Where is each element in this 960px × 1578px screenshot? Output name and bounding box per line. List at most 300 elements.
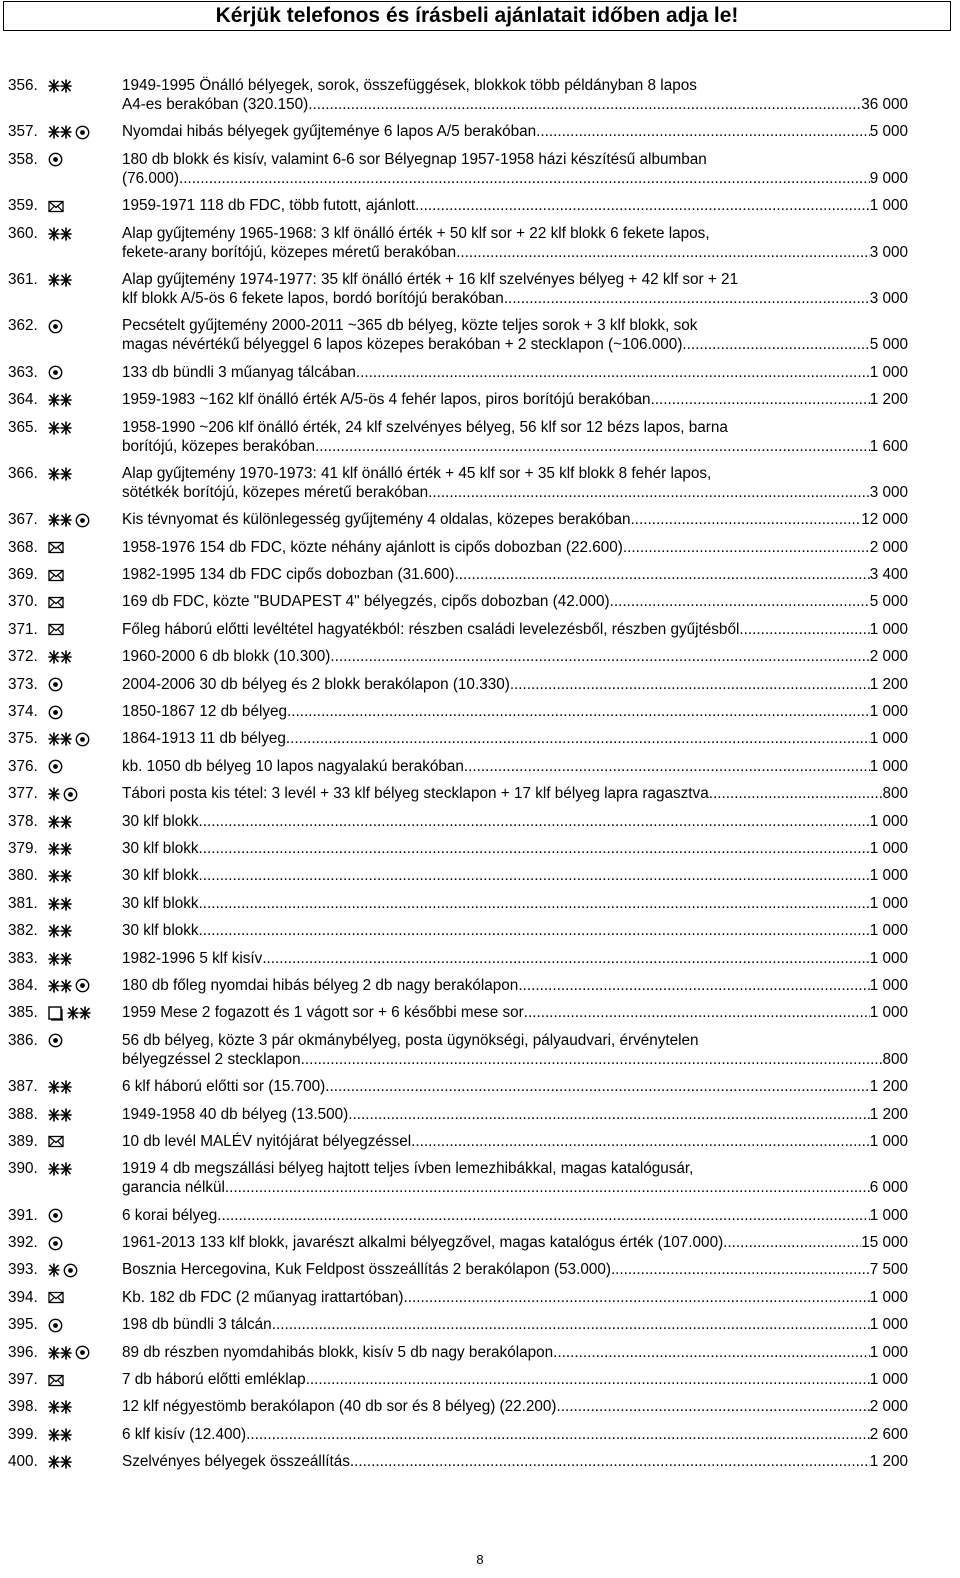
lot-number: 365.	[8, 418, 38, 436]
lot-item	[8, 1031, 908, 1069]
lot-price-line	[122, 921, 908, 940]
used-icon	[48, 1033, 63, 1048]
lot-description-line: magas névértékű bélyeggel 6 lapos közepes berakóban + 2 stecklapon (~106.000)	[122, 336, 683, 354]
lot-item	[8, 839, 908, 858]
lot-condition-symbols	[48, 1373, 64, 1387]
lot-price: 12 000	[861, 511, 908, 529]
lot-description-line: 180 db főleg nyomdai hibás bélyeg 2 db nagy berakólapon	[122, 976, 519, 994]
lot-description	[122, 1260, 908, 1279]
lot-price-line	[122, 289, 908, 308]
lot-item	[8, 1003, 908, 1022]
lot-condition-symbols	[48, 1318, 63, 1332]
lot-description	[122, 894, 908, 913]
mint-icon	[48, 1080, 72, 1094]
lot-description	[122, 150, 908, 188]
dot-leader	[272, 1315, 870, 1334]
lot-price: 1 200	[869, 1078, 908, 1096]
lot-condition-symbols	[48, 79, 72, 93]
lot-price: 3 400	[869, 566, 908, 584]
lot-price-line	[122, 702, 908, 721]
lot-item	[8, 729, 908, 748]
hinged-icon	[48, 1263, 60, 1277]
lot-description-line: 7 db háború előtti emléklap	[122, 1371, 306, 1389]
lot-price-line	[122, 1370, 908, 1389]
lot-price-line	[122, 1178, 908, 1197]
lot-item	[8, 1343, 908, 1362]
lot-description	[122, 1132, 908, 1151]
lot-item	[8, 418, 908, 456]
dot-leader	[287, 702, 870, 721]
lot-price: 800	[882, 1050, 908, 1068]
lot-condition-symbols	[48, 924, 72, 938]
lot-description-line: 1958-1990 ~206 klf önálló érték, 24 klf szelvényes bélyeg, 56 klf sor 12 bézs lapos, barna	[122, 418, 728, 436]
lot-condition-symbols	[48, 1108, 72, 1122]
lot-description	[122, 647, 908, 666]
lot-price-line	[122, 949, 908, 968]
lot-price: 3 000	[869, 483, 908, 501]
lot-description	[122, 464, 908, 502]
lot-number: 372.	[8, 648, 38, 666]
lot-description-line: Nyomdai hibás bélyegek gyűjteménye 6 lapos A/5 berakóban	[122, 123, 537, 141]
lot-price-line	[122, 122, 908, 141]
lot-description	[122, 1343, 908, 1362]
lot-price: 1 000	[869, 949, 908, 967]
lot-condition-symbols	[48, 1135, 64, 1149]
lot-description	[122, 363, 908, 382]
lot-number: 392.	[8, 1234, 38, 1252]
lot-price-line	[122, 647, 908, 666]
lot-description-line: kb. 1050 db bélyeg 10 lapos nagyalakú berakóban	[122, 757, 464, 775]
lot-price-line	[122, 538, 908, 557]
lot-price-line	[122, 95, 908, 114]
lot-condition-symbols	[48, 199, 64, 213]
lot-condition-symbols	[48, 842, 72, 856]
lot-number: 382.	[8, 922, 38, 940]
dot-leader	[428, 483, 870, 502]
lot-description	[122, 1233, 908, 1252]
lot-condition-symbols	[48, 273, 72, 287]
lot-description-line: 1958-1976 154 db FDC, közte néhány ajánlott is cipős dobozban (22.600)	[122, 538, 623, 556]
lot-price-line	[122, 784, 908, 803]
lot-price: 1 000	[869, 730, 908, 748]
lot-price: 1 000	[869, 976, 908, 994]
lot-price: 1 000	[869, 894, 908, 912]
used-icon	[75, 1345, 90, 1360]
lot-description-line: 1949-1995 Önálló bélyegek, sorok, összefüggések, blokkok több példányban 8 lapos	[122, 77, 697, 94]
lot-price-line	[122, 1132, 908, 1151]
page-title: Kérjük telefonos és írásbeli ajánlatait időben adja le!	[215, 4, 739, 27]
used-icon	[48, 759, 63, 774]
lot-description-line: 30 klf blokk	[122, 894, 199, 912]
lot-condition-symbols	[48, 897, 72, 911]
lot-description-line: 133 db bündli 3 műanyag tálcában	[122, 363, 356, 381]
lot-number: 397.	[8, 1371, 38, 1389]
lot-price: 1 000	[869, 1206, 908, 1224]
lot-price: 1 000	[869, 1316, 908, 1334]
lot-description-line: Bosznia Hercegovina, Kuk Feldpost összeállítás 2 berakólapon (53.000)	[122, 1261, 611, 1279]
used-icon	[75, 125, 90, 140]
lot-price-line	[122, 976, 908, 995]
lot-price-line	[122, 757, 908, 776]
mint-icon	[48, 842, 72, 856]
dot-leader	[610, 592, 870, 611]
lot-condition-symbols	[48, 1455, 72, 1469]
dot-leader	[179, 169, 870, 188]
lot-number: 379.	[8, 839, 38, 857]
lot-description-line: 180 db blokk és kisív, valamint 6-6 sor Bélyegnap 1957-1958 házi készítésű albumban	[122, 150, 707, 168]
lot-price: 36 000	[861, 96, 908, 113]
lot-price-line	[122, 1425, 908, 1444]
lot-price: 1 000	[869, 1132, 908, 1150]
lot-price-line	[122, 1050, 908, 1069]
used-icon	[48, 152, 63, 167]
lot-description	[122, 270, 908, 308]
lot-price: 1 000	[869, 1004, 908, 1022]
lot-description	[122, 510, 908, 529]
dot-leader	[651, 390, 870, 409]
lot-price: 5 000	[869, 336, 908, 354]
lot-description-line: garancia nélkül	[122, 1179, 225, 1197]
mint-icon	[48, 952, 72, 966]
lot-description	[122, 702, 908, 721]
lot-item	[8, 812, 908, 831]
mint-icon	[48, 1108, 72, 1122]
lot-price-line	[122, 1343, 908, 1362]
lot-number: 367.	[8, 511, 38, 529]
lot-item	[8, 464, 908, 502]
lot-description	[122, 1397, 908, 1416]
lot-number: 390.	[8, 1160, 38, 1178]
lot-item	[8, 150, 908, 188]
lot-description-line: 2004-2006 30 db bélyeg és 2 blokk berakólapon (10.330)	[122, 675, 510, 693]
mint-icon	[48, 650, 72, 664]
lot-description-line: Alap gyűjtemény 1974-1977: 35 klf önálló érték + 16 klf szelvényes bélyeg + 42 klf sor + 21	[122, 270, 739, 288]
lot-description-line: 1949-1958 40 db bélyeg (13.500)	[122, 1105, 349, 1123]
lot-number: 374.	[8, 703, 38, 721]
lot-item	[8, 894, 908, 913]
lot-price: 1 200	[869, 1105, 908, 1123]
lot-condition-symbols	[48, 1346, 90, 1360]
mint-icon	[48, 227, 72, 241]
lot-description	[122, 1425, 908, 1444]
lot-condition-symbols	[48, 421, 72, 435]
lot-number: 383.	[8, 949, 38, 967]
used-icon	[75, 732, 90, 747]
lot-description	[122, 976, 908, 995]
dot-leader	[199, 921, 870, 940]
lot-price-line	[122, 839, 908, 858]
used-icon	[48, 1318, 63, 1333]
lot-description-line: 6 klf háború előtti sor (15.700)	[122, 1078, 326, 1096]
cover-icon	[48, 200, 64, 213]
lot-price-line	[122, 565, 908, 584]
lot-item	[8, 1425, 908, 1444]
lot-description-line: fekete-arany borítójú, közepes méretű berakóban	[122, 243, 457, 261]
lot-condition-symbols	[48, 705, 63, 719]
lot-number: 375.	[8, 730, 38, 748]
lot-price: 1 200	[869, 1453, 908, 1471]
lot-item	[8, 270, 908, 308]
lot-item	[8, 921, 908, 940]
lot-description-line: 1959-1983 ~162 klf önálló érték A/5-ös 4 fehér lapos, piros borítójú berakóban	[122, 391, 651, 409]
lot-item	[8, 976, 908, 995]
lot-price-line	[122, 729, 908, 748]
lot-condition-symbols	[48, 513, 90, 527]
lot-number: 369.	[8, 566, 38, 584]
lot-price-line	[122, 866, 908, 885]
lot-number: 362.	[8, 317, 38, 335]
used-icon	[48, 677, 63, 692]
lot-price-line	[122, 1315, 908, 1334]
lot-condition-symbols	[48, 869, 72, 883]
lot-price: 1 000	[869, 922, 908, 940]
dot-leader	[623, 538, 870, 557]
mint-icon	[48, 1428, 72, 1442]
lot-condition-symbols	[48, 1162, 72, 1176]
lot-description	[122, 620, 908, 639]
page-title-banner	[3, 1, 951, 31]
lot-condition-symbols	[48, 1034, 63, 1048]
lot-description-line: Pecsételt gyűjtemény 2000-2011 ~365 db bélyeg, közte teljes sorok + 3 klf blokk, sok	[122, 317, 698, 335]
lot-description	[122, 1452, 908, 1471]
mint-icon	[67, 1006, 91, 1020]
lot-number: 399.	[8, 1425, 38, 1443]
lot-price-line	[122, 1077, 908, 1096]
dot-leader	[217, 1206, 869, 1225]
lot-number: 391.	[8, 1206, 38, 1224]
mint-icon	[48, 1400, 72, 1414]
lot-condition-symbols	[48, 125, 90, 139]
lot-item	[8, 390, 908, 409]
lot-description-line: 169 db FDC, közte "BUDAPEST 4" bélyegzés, cipős dobozban (42.000)	[122, 593, 610, 611]
lot-item	[8, 866, 908, 885]
dot-leader	[415, 196, 870, 215]
lot-number: 366.	[8, 464, 38, 482]
lot-price: 2 000	[869, 538, 908, 556]
lot-price: 1 000	[869, 363, 908, 381]
lot-condition-symbols	[48, 952, 72, 966]
lot-item	[8, 363, 908, 382]
dot-leader	[330, 647, 869, 666]
lot-item	[8, 784, 908, 803]
lot-item	[8, 702, 908, 721]
lot-price-line	[122, 894, 908, 913]
lot-description	[122, 316, 908, 354]
lot-price: 5 000	[869, 593, 908, 611]
lot-condition-symbols	[48, 541, 64, 555]
lot-description-line: 56 db bélyeg, közte 3 pár okmánybélyeg, posta ügynökségi, pályaudvari, érvénytelen	[122, 1031, 699, 1049]
lot-description	[122, 224, 908, 262]
dot-leader	[611, 1260, 870, 1279]
cover-icon	[48, 1135, 64, 1148]
lot-description	[122, 921, 908, 940]
lot-condition-symbols	[48, 319, 63, 333]
lot-description-line: 89 db részben nyomdahibás blokk, kisív 5 db nagy berakólapon	[122, 1343, 554, 1361]
cover-icon	[48, 569, 64, 582]
lot-number: 388.	[8, 1105, 38, 1123]
dot-leader	[225, 1178, 870, 1197]
lot-item	[8, 1315, 908, 1334]
mint-icon	[48, 125, 72, 139]
lot-price-line	[122, 483, 908, 502]
lot-number: 384.	[8, 976, 38, 994]
dot-leader	[553, 1343, 870, 1362]
dot-leader	[199, 894, 870, 913]
hinged-icon	[48, 787, 60, 801]
lot-description-line: 30 klf blokk	[122, 839, 199, 857]
lot-number: 389.	[8, 1132, 38, 1150]
mint-icon	[48, 979, 72, 993]
lot-price-line	[122, 620, 908, 639]
cover-icon	[48, 541, 64, 554]
lot-number: 400.	[8, 1453, 38, 1471]
dot-leader	[262, 949, 869, 968]
lot-condition-symbols	[48, 366, 63, 380]
lot-item	[8, 1206, 908, 1225]
lot-item	[8, 538, 908, 557]
lot-price-line	[122, 243, 908, 262]
lot-description-line: 1864-1913 11 db bélyeg	[122, 730, 286, 748]
dot-leader	[199, 866, 870, 885]
lot-number: 359.	[8, 197, 38, 215]
lot-condition-symbols	[48, 1080, 72, 1094]
page-number: 8	[476, 1552, 484, 1567]
dot-leader	[315, 437, 870, 456]
lot-number: 368.	[8, 538, 38, 556]
lot-item	[8, 1233, 908, 1252]
lot-item	[8, 565, 908, 584]
lot-description	[122, 866, 908, 885]
used-icon	[63, 787, 78, 802]
lot-description	[122, 592, 908, 611]
mint-icon	[48, 732, 72, 746]
lot-item	[8, 224, 908, 262]
lot-description-line: (76.000)	[122, 169, 179, 187]
lot-item	[8, 122, 908, 141]
lot-number: 364.	[8, 391, 38, 409]
lot-price: 7 500	[869, 1261, 908, 1279]
lot-number: 395.	[8, 1316, 38, 1334]
mint-icon	[48, 393, 72, 407]
lot-price: 800	[882, 785, 908, 803]
lot-list	[8, 76, 908, 1480]
lot-item	[8, 757, 908, 776]
dot-leader	[723, 1233, 861, 1252]
lot-item	[8, 1370, 908, 1389]
lot-description-line: 30 klf blokk	[122, 922, 199, 940]
lot-description	[122, 1206, 908, 1225]
lot-item	[8, 675, 908, 694]
lot-condition-symbols	[48, 1209, 63, 1223]
lot-number: 381.	[8, 894, 38, 912]
lot-price-line	[122, 592, 908, 611]
lot-description-line: Alap gyűjtemény 1970-1973: 41 klf önálló érték + 45 klf sor + 35 klf blokk 8 fehér lapos,	[122, 464, 712, 482]
lot-price: 1 200	[869, 391, 908, 409]
lot-item	[8, 620, 908, 639]
lot-price-line	[122, 335, 908, 354]
lot-description	[122, 390, 908, 409]
dot-leader	[682, 335, 869, 354]
lot-number: 357.	[8, 123, 38, 141]
lot-condition-symbols	[48, 1236, 63, 1250]
lot-price: 5 000	[869, 123, 908, 141]
lot-item	[8, 1077, 908, 1096]
lot-description-line: Alap gyűjtemény 1965-1968: 3 klf önálló érték + 50 klf sor + 22 klf blokk 6 fekete lapos,	[122, 224, 710, 242]
lot-description	[122, 538, 908, 557]
lot-price: 1 200	[869, 675, 908, 693]
lot-price-line	[122, 1105, 908, 1124]
lot-price: 1 000	[869, 1371, 908, 1389]
lot-price: 1 000	[869, 867, 908, 885]
lot-description	[122, 1370, 908, 1389]
lot-condition-symbols	[48, 1428, 72, 1442]
lot-price: 6 000	[869, 1179, 908, 1197]
lot-price-line	[122, 169, 908, 188]
lot-description-line: 30 klf blokk	[122, 812, 199, 830]
dot-leader	[709, 784, 883, 803]
lot-description-line: Szelvényes bélyegek összeállítás	[122, 1453, 350, 1471]
used-icon	[48, 1208, 63, 1223]
lot-description-line: 30 klf blokk	[122, 867, 199, 885]
dot-leader	[350, 1452, 870, 1471]
dot-leader	[744, 620, 870, 639]
used-icon	[63, 1263, 78, 1278]
cover-icon	[48, 1291, 64, 1304]
mint-icon	[48, 513, 72, 527]
lot-item	[8, 949, 908, 968]
lot-price: 15 000	[861, 1234, 908, 1252]
lot-description	[122, 1288, 908, 1307]
mint-icon	[48, 79, 72, 93]
lot-description-line: Kis tévnyomat és különlegesség gyűjtemény 4 oldalas, közepes berakóban	[122, 511, 631, 529]
lot-price-line	[122, 390, 908, 409]
lot-price: 1 000	[869, 839, 908, 857]
lot-price-line	[122, 1003, 908, 1022]
lot-description	[122, 949, 908, 968]
used-icon	[75, 513, 90, 528]
dot-leader	[524, 1003, 870, 1022]
used-icon	[75, 978, 90, 993]
lot-condition-symbols	[48, 1006, 91, 1020]
lot-price-line	[122, 1397, 908, 1416]
mint-icon	[48, 897, 72, 911]
dot-leader	[301, 1050, 883, 1069]
lot-description-line: 1959 Mese 2 fogazott és 1 vágott sor + 6 későbbi mese sor	[122, 1004, 524, 1022]
lot-description-line: bélyegzéssel 2 stecklapon	[122, 1050, 301, 1068]
lot-description-line: 1919 4 db megszállási bélyeg hajtott teljes ívben lemezhibákkal, magas katalógusár,	[122, 1160, 694, 1178]
lot-description	[122, 76, 908, 114]
box-icon	[48, 1006, 64, 1021]
dot-leader	[246, 1425, 870, 1444]
cover-icon	[48, 596, 64, 609]
lot-item	[8, 1159, 908, 1197]
lot-description-line: 6 korai bélyeg	[122, 1206, 218, 1224]
lot-price: 1 000	[869, 197, 908, 215]
lot-condition-symbols	[48, 568, 64, 582]
lot-condition-symbols	[48, 1400, 72, 1414]
lot-number: 386.	[8, 1031, 38, 1049]
lot-description-line: 1982-1996 5 klf kisív	[122, 949, 263, 967]
lot-description-line: 12 klf négyestömb berakólapon (40 db sor és 8 bélyeg) (22.200)	[122, 1398, 557, 1416]
lot-price: 1 000	[869, 703, 908, 721]
mint-icon	[48, 815, 72, 829]
lot-description	[122, 839, 908, 858]
dot-leader	[403, 1288, 869, 1307]
lot-description	[122, 1105, 908, 1124]
lot-condition-symbols	[48, 227, 72, 241]
lot-price: 1 000	[869, 757, 908, 775]
lot-item	[8, 510, 908, 529]
